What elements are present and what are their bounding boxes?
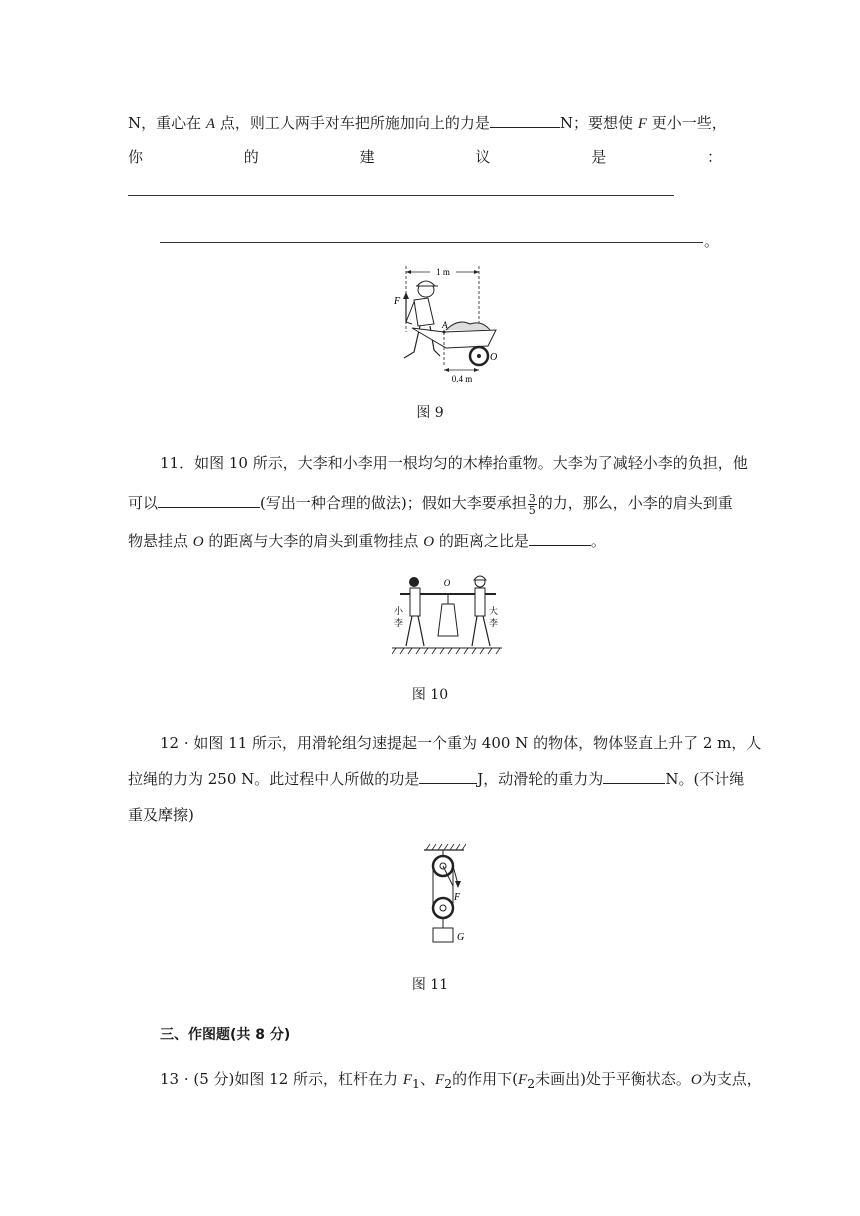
q12-line-2: 拉绳的力为 250 N。此过程中人所做的功是 J，动滑轮的重力为 N。(不计绳 [128,770,745,788]
q11-line-2: 可以 (写出一种合理的做法)；假如大李要承担 $\frac{3}{5}$ 的力，那么，小李的肩头到重 [128,491,733,517]
q12-line-1: 12 · 如图 11 所示，用滑轮组匀速提起一个重为 400 N 的物体，物体竖直上升了 2 m，人 [160,734,762,752]
answer-blank-work[interactable] [419,769,477,784]
label-o: O [443,578,451,588]
label-small-li-2: 李 [394,618,404,628]
label-small-li-1: 小 [394,606,404,616]
figure-9-caption: 图 9 [416,405,444,421]
q11-line-3: 物悬挂点 O 的距离与大李的肩头到重物挂点 O 的距离之比是 。 [128,532,606,550]
figure-11-pulley-system [420,842,474,948]
q10-line-1: N，重心在 A 点，则工人两手对车把所施加向上的力是 N；要想使 F 更小一些， [128,114,727,132]
answer-line-suggestion-2[interactable] [160,242,703,243]
label-f: F [454,892,461,903]
figure-9-wheelbarrow [384,262,508,386]
figure-10-carrying-pole [392,572,502,658]
label-big-li-2: 李 [489,618,499,628]
q10-line-end: 。 [704,232,720,250]
label-1m: 1 m [436,267,450,277]
label-a: A [442,320,448,330]
label-o: O [490,352,498,363]
answer-blank-pulley-weight[interactable] [603,769,665,784]
label-g: G [457,932,465,943]
q11-line-1: 11．如图 10 所示，大李和小李用一根均匀的木棒抬重物。大李为了减轻小李的负担，他 [160,454,748,472]
figure-10-caption: 图 10 [411,687,449,703]
fraction-three-fifths: $\frac{3}{5}$ [528,491,536,517]
q13-line-1: 13 · (5 分)如图 12 所示，杠杆在力 $F_1$、$F_2$的作用下($F_2$未画出)处于平衡状态。O为支点， [160,1070,762,1091]
figure-11-caption: 图 11 [411,977,449,993]
answer-blank-force[interactable] [490,113,560,128]
answer-blank-method[interactable] [158,493,260,508]
label-f: F [394,296,401,307]
section-heading-drawing: 三、作图题(共 8 分) [160,1027,291,1043]
label-04m: 0.4 m [451,374,473,384]
answer-blank-ratio[interactable] [529,531,591,546]
label-big-li-1: 大 [489,606,499,616]
q10-line-2: 你 的 建 议 是 ： [128,148,722,166]
q12-line-3: 重及摩擦) [128,806,194,824]
answer-line-suggestion-1[interactable] [128,195,674,196]
